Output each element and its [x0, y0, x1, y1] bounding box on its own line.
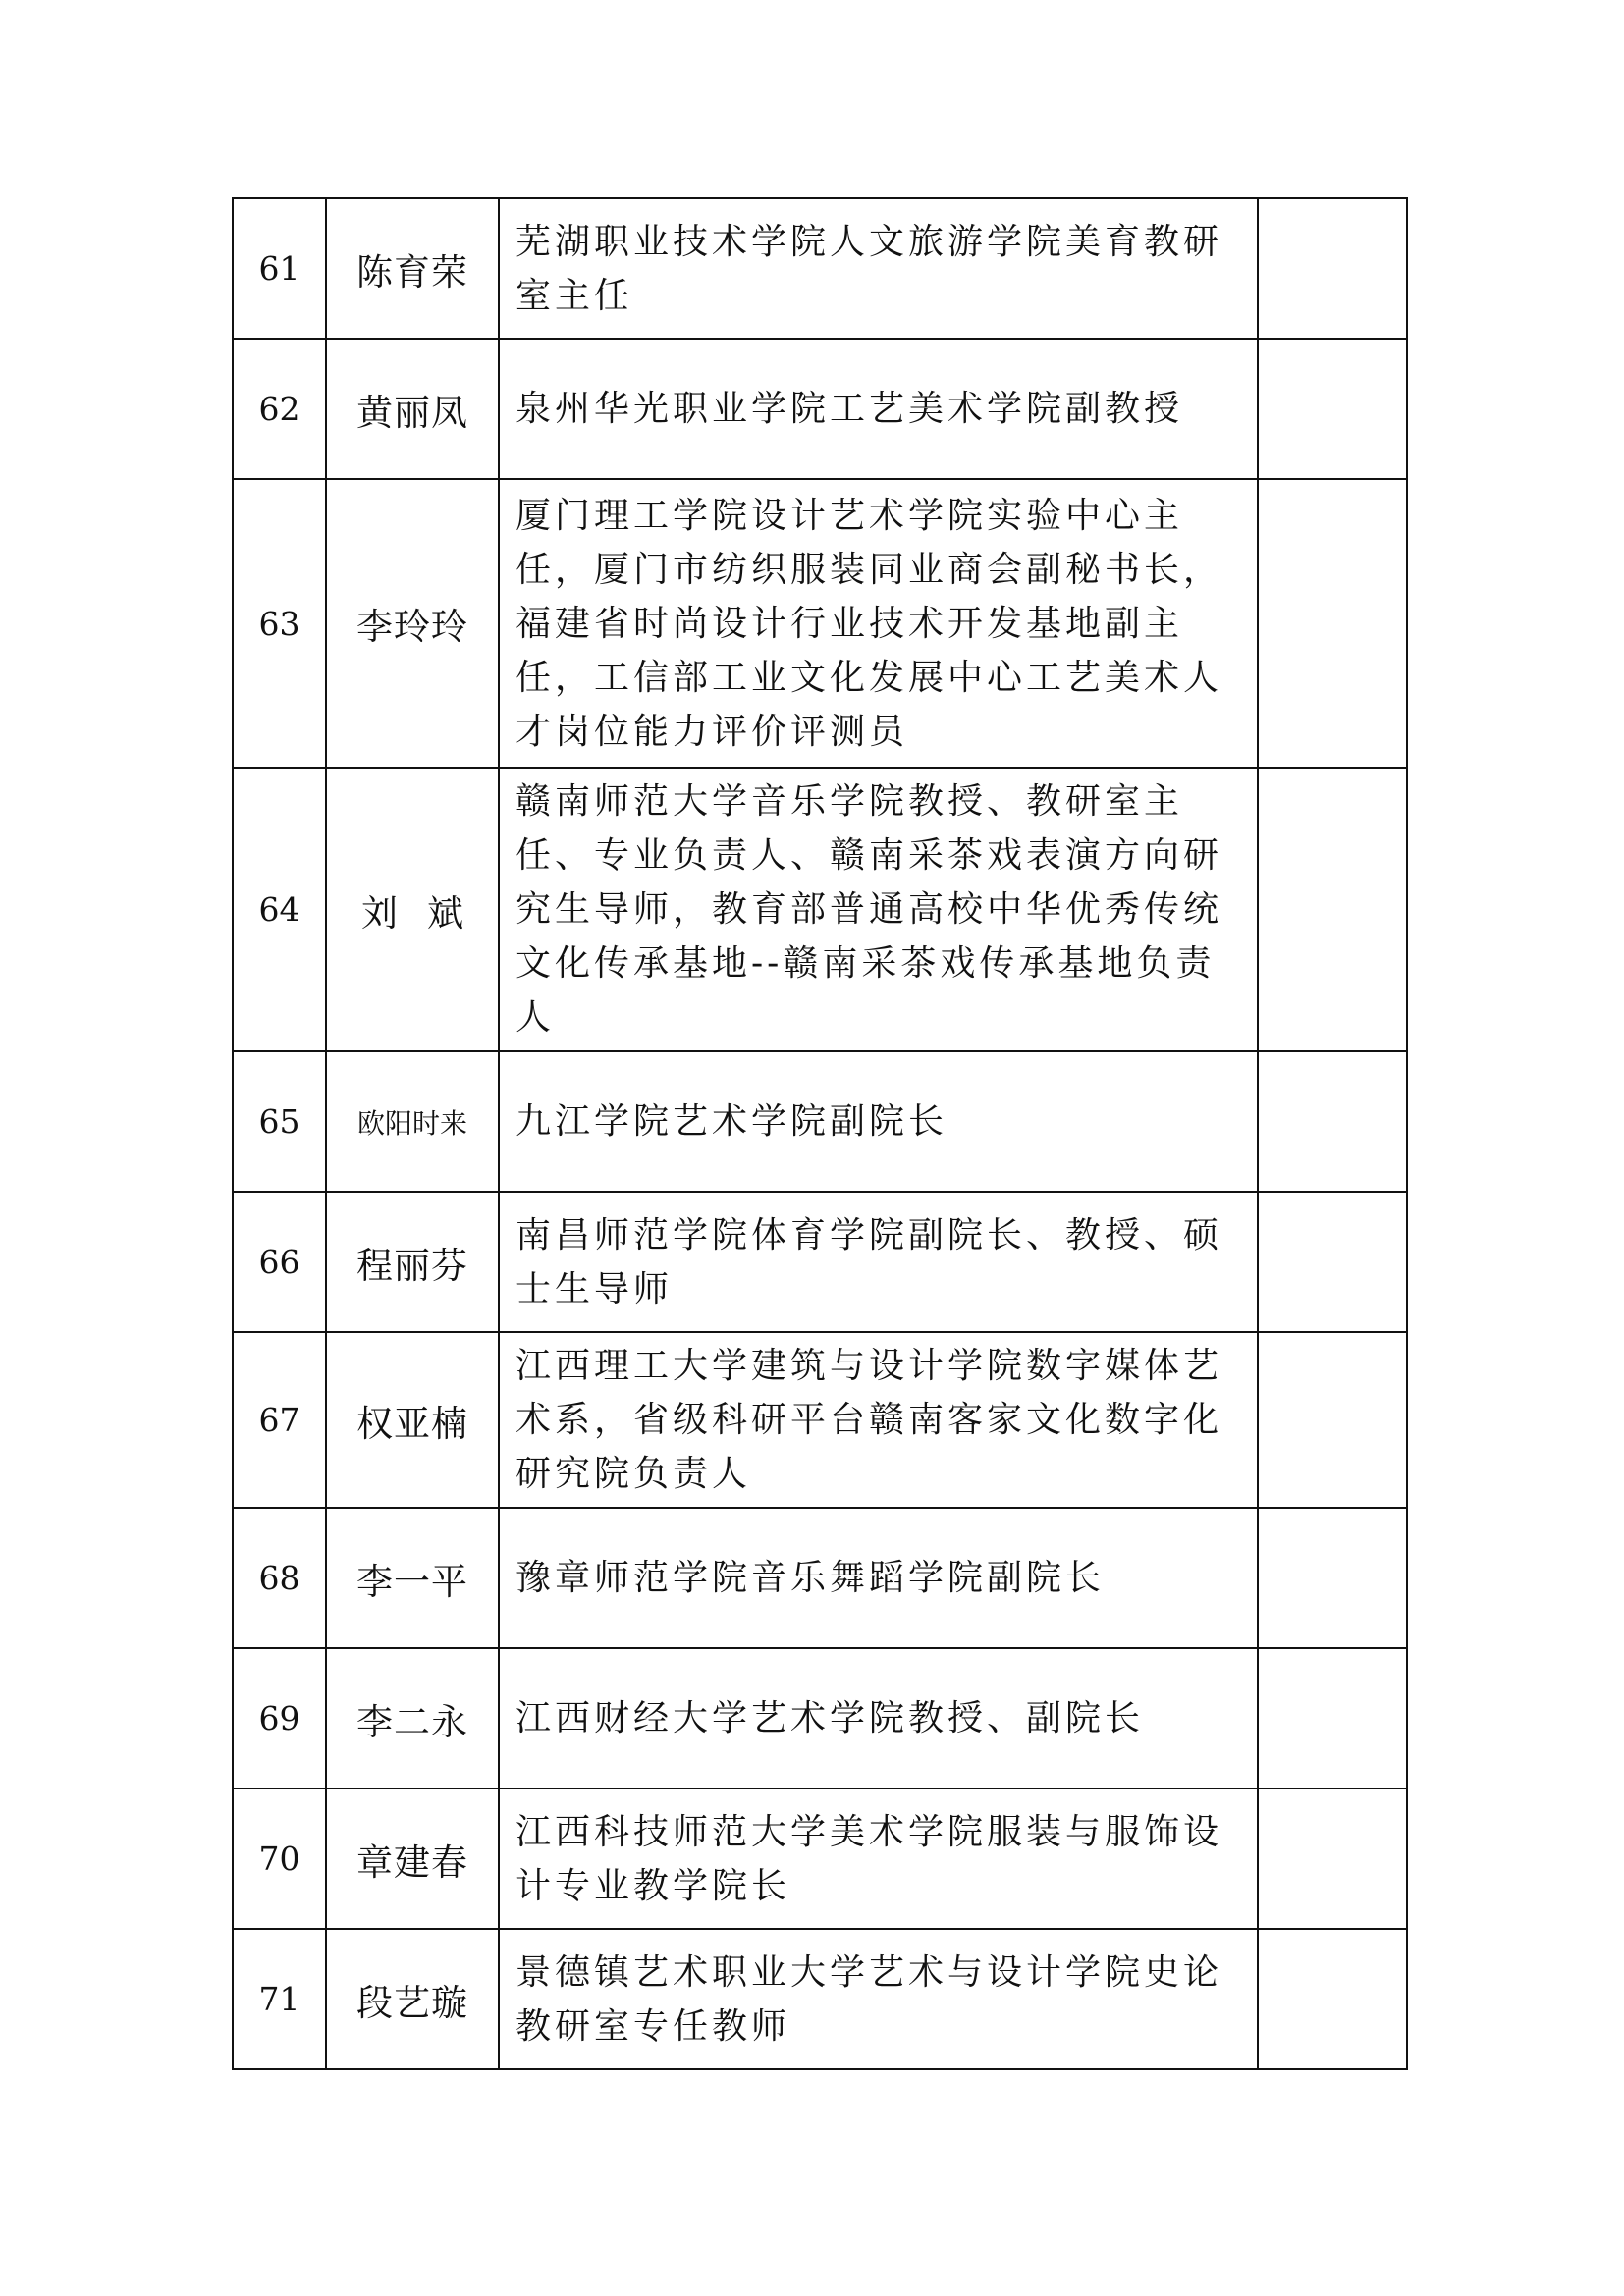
position-description: 厦门理工学院设计艺术学院实验中心主任，厦门市纺织服装同业商会副秘书长，福建省时尚设计行业技术开发基地副主任，工信部工业文化发展中心工艺美术人才岗位能力评价评测员 [499, 479, 1258, 768]
table-row [233, 768, 1407, 1051]
blank-cell [1258, 479, 1407, 768]
row-number: 65 [233, 1051, 326, 1192]
person-name: 陈育荣 [326, 198, 499, 339]
blank-cell [1258, 1648, 1407, 1789]
position-description: 豫章师范学院音乐舞蹈学院副院长 [499, 1508, 1258, 1648]
person-name: 程丽芬 [326, 1192, 499, 1332]
row-number: 70 [233, 1789, 326, 1929]
row-number: 62 [233, 339, 326, 479]
position-description: 江西科技师范大学美术学院服装与服饰设计专业教学院长 [499, 1789, 1258, 1929]
person-name: 李一平 [326, 1508, 499, 1648]
person-name: 李二永 [326, 1648, 499, 1789]
position-description: 江西财经大学艺术学院教授、副院长 [499, 1648, 1258, 1789]
blank-cell [1258, 1192, 1407, 1332]
table-row [233, 1789, 1407, 1929]
table-row [233, 1648, 1407, 1789]
row-number: 64 [233, 768, 326, 1051]
position-description: 南昌师范学院体育学院副院长、教授、硕士生导师 [499, 1192, 1258, 1332]
row-number: 69 [233, 1648, 326, 1789]
person-name: 章建春 [326, 1789, 499, 1929]
table-row [233, 1332, 1407, 1508]
row-number: 63 [233, 479, 326, 768]
person-name: 段艺璇 [326, 1929, 499, 2069]
person-name: 刘斌 [326, 768, 499, 1051]
blank-cell [1258, 1929, 1407, 2069]
table-row [233, 339, 1407, 479]
table-row [233, 1051, 1407, 1192]
position-description: 九江学院艺术学院副院长 [499, 1051, 1258, 1192]
position-description: 江西理工大学建筑与设计学院数字媒体艺术系，省级科研平台赣南客家文化数字化研究院负责人 [499, 1332, 1258, 1508]
blank-cell [1258, 198, 1407, 339]
roster-table [232, 197, 1408, 2070]
row-number: 68 [233, 1508, 326, 1648]
blank-cell [1258, 768, 1407, 1051]
blank-cell [1258, 1051, 1407, 1192]
row-number: 67 [233, 1332, 326, 1508]
person-name: 黄丽凤 [326, 339, 499, 479]
position-description: 泉州华光职业学院工艺美术学院副教授 [499, 339, 1258, 479]
table-row [233, 479, 1407, 768]
blank-cell [1258, 1508, 1407, 1648]
blank-cell [1258, 1789, 1407, 1929]
blank-cell [1258, 1332, 1407, 1508]
row-number: 66 [233, 1192, 326, 1332]
position-description: 芜湖职业技术学院人文旅游学院美育教研室主任 [499, 198, 1258, 339]
table-row [233, 1508, 1407, 1648]
position-description: 景德镇艺术职业大学艺术与设计学院史论教研室专任教师 [499, 1929, 1258, 2069]
row-number: 71 [233, 1929, 326, 2069]
person-name: 李玲玲 [326, 479, 499, 768]
blank-cell [1258, 339, 1407, 479]
person-name: 欧阳时来 [326, 1051, 499, 1192]
person-name: 权亚楠 [326, 1332, 499, 1508]
row-number: 61 [233, 198, 326, 339]
table-row [233, 1192, 1407, 1332]
table-row [233, 1929, 1407, 2069]
position-description: 赣南师范大学音乐学院教授、教研室主任、专业负责人、赣南采茶戏表演方向研究生导师，教育部普通高校中华优秀传统文化传承基地--赣南采茶戏传承基地负责人 [499, 768, 1258, 1051]
table-row [233, 198, 1407, 339]
